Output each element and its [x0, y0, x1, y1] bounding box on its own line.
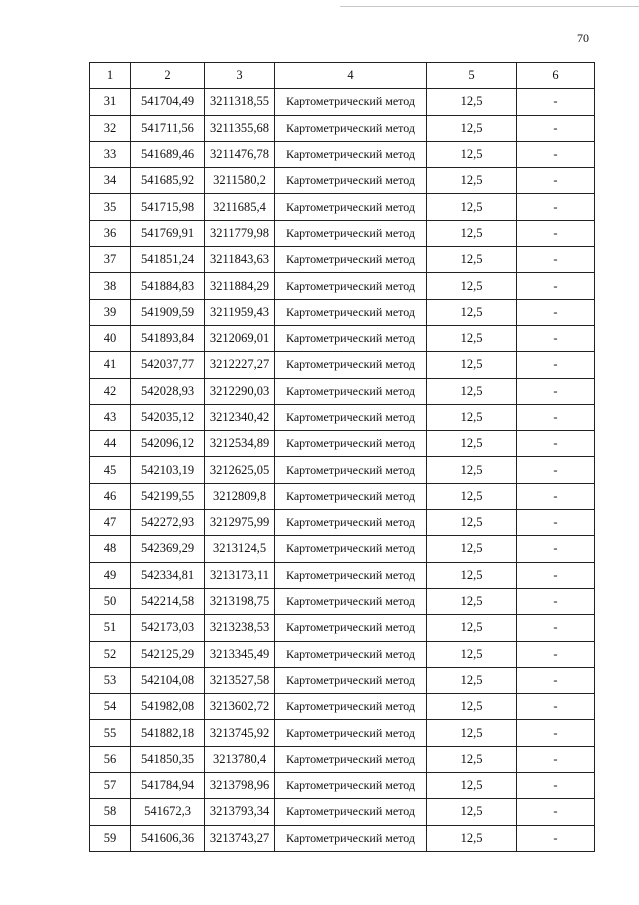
accuracy-cell: 12,5 [427, 641, 517, 667]
note-cell: - [517, 483, 595, 509]
point-number-cell: 39 [90, 299, 131, 325]
note-cell: - [517, 720, 595, 746]
point-number-cell: 33 [90, 141, 131, 167]
accuracy-cell: 12,5 [427, 141, 517, 167]
accuracy-cell: 12,5 [427, 536, 517, 562]
y-coordinate-cell: 3213780,4 [205, 746, 275, 772]
y-coordinate-cell: 3213238,53 [205, 615, 275, 641]
x-coordinate-cell: 542125,29 [131, 641, 205, 667]
table-row [90, 404, 595, 430]
table-body [90, 89, 595, 852]
x-coordinate-cell: 542272,93 [131, 510, 205, 536]
point-number-cell: 55 [90, 720, 131, 746]
method-cell: Картометрический метод [275, 220, 427, 246]
y-coordinate-cell: 3211685,4 [205, 194, 275, 220]
accuracy-cell: 12,5 [427, 720, 517, 746]
point-number-cell: 56 [90, 746, 131, 772]
x-coordinate-cell: 541689,46 [131, 141, 205, 167]
table-row [90, 825, 595, 851]
note-cell: - [517, 746, 595, 772]
method-cell: Картометрический метод [275, 536, 427, 562]
table-row [90, 273, 595, 299]
point-number-cell: 50 [90, 588, 131, 614]
table-row [90, 141, 595, 167]
accuracy-cell: 12,5 [427, 667, 517, 693]
point-number-cell: 32 [90, 115, 131, 141]
method-cell: Картометрический метод [275, 325, 427, 351]
y-coordinate-cell: 3211318,55 [205, 89, 275, 115]
table-row [90, 667, 595, 693]
table-row [90, 510, 595, 536]
y-coordinate-cell: 3213173,11 [205, 562, 275, 588]
y-coordinate-cell: 3212625,05 [205, 457, 275, 483]
method-cell: Картометрический метод [275, 588, 427, 614]
method-cell: Картометрический метод [275, 615, 427, 641]
point-number-cell: 37 [90, 247, 131, 273]
note-cell: - [517, 194, 595, 220]
table-row [90, 378, 595, 404]
y-coordinate-cell: 3211476,78 [205, 141, 275, 167]
x-coordinate-cell: 541909,59 [131, 299, 205, 325]
table-row [90, 220, 595, 246]
x-coordinate-cell: 542334,81 [131, 562, 205, 588]
note-cell: - [517, 220, 595, 246]
method-cell: Картометрический метод [275, 825, 427, 851]
table-row [90, 773, 595, 799]
x-coordinate-cell: 541685,92 [131, 168, 205, 194]
method-cell: Картометрический метод [275, 273, 427, 299]
x-coordinate-cell: 541851,24 [131, 247, 205, 273]
x-coordinate-cell: 542035,12 [131, 404, 205, 430]
accuracy-cell: 12,5 [427, 194, 517, 220]
note-cell: - [517, 299, 595, 325]
table-header-row [90, 63, 595, 89]
accuracy-cell: 12,5 [427, 89, 517, 115]
method-cell: Картометрический метод [275, 457, 427, 483]
y-coordinate-cell: 3213198,75 [205, 588, 275, 614]
accuracy-cell: 12,5 [427, 746, 517, 772]
table-row [90, 536, 595, 562]
y-coordinate-cell: 3213745,92 [205, 720, 275, 746]
note-cell: - [517, 510, 595, 536]
y-coordinate-cell: 3213527,58 [205, 667, 275, 693]
y-coordinate-cell: 3213793,34 [205, 799, 275, 825]
table-row [90, 325, 595, 351]
point-number-cell: 52 [90, 641, 131, 667]
y-coordinate-cell: 3211884,29 [205, 273, 275, 299]
point-number-cell: 58 [90, 799, 131, 825]
column-header: 1 [90, 63, 131, 89]
method-cell: Картометрический метод [275, 404, 427, 430]
note-cell: - [517, 536, 595, 562]
note-cell: - [517, 168, 595, 194]
table-row [90, 562, 595, 588]
x-coordinate-cell: 542096,12 [131, 431, 205, 457]
table-row [90, 299, 595, 325]
table-row [90, 89, 595, 115]
column-header: 4 [275, 63, 427, 89]
x-coordinate-cell: 541982,08 [131, 694, 205, 720]
note-cell: - [517, 247, 595, 273]
method-cell: Картометрический метод [275, 168, 427, 194]
point-number-cell: 44 [90, 431, 131, 457]
top-divider [340, 6, 639, 7]
point-number-cell: 34 [90, 168, 131, 194]
accuracy-cell: 12,5 [427, 247, 517, 273]
x-coordinate-cell: 541850,35 [131, 746, 205, 772]
y-coordinate-cell: 3212809,8 [205, 483, 275, 509]
note-cell: - [517, 431, 595, 457]
x-coordinate-cell: 541606,36 [131, 825, 205, 851]
method-cell: Картометрический метод [275, 141, 427, 167]
point-number-cell: 41 [90, 352, 131, 378]
note-cell: - [517, 773, 595, 799]
accuracy-cell: 12,5 [427, 588, 517, 614]
accuracy-cell: 12,5 [427, 773, 517, 799]
accuracy-cell: 12,5 [427, 168, 517, 194]
accuracy-cell: 12,5 [427, 378, 517, 404]
accuracy-cell: 12,5 [427, 220, 517, 246]
x-coordinate-cell: 541893,84 [131, 325, 205, 351]
y-coordinate-cell: 3212340,42 [205, 404, 275, 430]
accuracy-cell: 12,5 [427, 562, 517, 588]
point-number-cell: 46 [90, 483, 131, 509]
point-number-cell: 48 [90, 536, 131, 562]
x-coordinate-cell: 541784,94 [131, 773, 205, 799]
method-cell: Картометрический метод [275, 773, 427, 799]
accuracy-cell: 12,5 [427, 457, 517, 483]
point-number-cell: 36 [90, 220, 131, 246]
y-coordinate-cell: 3212069,01 [205, 325, 275, 351]
method-cell: Картометрический метод [275, 194, 427, 220]
table-row [90, 720, 595, 746]
point-number-cell: 31 [90, 89, 131, 115]
point-number-cell: 53 [90, 667, 131, 693]
x-coordinate-cell: 541884,83 [131, 273, 205, 299]
point-number-cell: 42 [90, 378, 131, 404]
note-cell: - [517, 667, 595, 693]
method-cell: Картометрический метод [275, 299, 427, 325]
note-cell: - [517, 89, 595, 115]
accuracy-cell: 12,5 [427, 431, 517, 457]
x-coordinate-cell: 542037,77 [131, 352, 205, 378]
page-number: 70 [577, 31, 589, 45]
accuracy-cell: 12,5 [427, 325, 517, 351]
method-cell: Картометрический метод [275, 799, 427, 825]
column-header: 2 [131, 63, 205, 89]
y-coordinate-cell: 3212227,27 [205, 352, 275, 378]
method-cell: Картометрический метод [275, 694, 427, 720]
point-number-cell: 43 [90, 404, 131, 430]
method-cell: Картометрический метод [275, 667, 427, 693]
table-row [90, 115, 595, 141]
y-coordinate-cell: 3212290,03 [205, 378, 275, 404]
note-cell: - [517, 141, 595, 167]
x-coordinate-cell: 541672,3 [131, 799, 205, 825]
x-coordinate-cell: 542104,08 [131, 667, 205, 693]
accuracy-cell: 12,5 [427, 825, 517, 851]
note-cell: - [517, 352, 595, 378]
note-cell: - [517, 378, 595, 404]
y-coordinate-cell: 3211580,2 [205, 168, 275, 194]
method-cell: Картометрический метод [275, 247, 427, 273]
table-row [90, 194, 595, 220]
x-coordinate-cell: 541711,56 [131, 115, 205, 141]
method-cell: Картометрический метод [275, 89, 427, 115]
column-header: 3 [205, 63, 275, 89]
x-coordinate-cell: 542103,19 [131, 457, 205, 483]
y-coordinate-cell: 3212534,89 [205, 431, 275, 457]
accuracy-cell: 12,5 [427, 299, 517, 325]
point-number-cell: 45 [90, 457, 131, 483]
x-coordinate-cell: 542369,29 [131, 536, 205, 562]
x-coordinate-cell: 542028,93 [131, 378, 205, 404]
table-row [90, 483, 595, 509]
accuracy-cell: 12,5 [427, 615, 517, 641]
table-row [90, 694, 595, 720]
coordinates-table [89, 62, 595, 852]
table-row [90, 457, 595, 483]
note-cell: - [517, 457, 595, 483]
method-cell: Картометрический метод [275, 431, 427, 457]
table-row [90, 168, 595, 194]
note-cell: - [517, 641, 595, 667]
note-cell: - [517, 325, 595, 351]
accuracy-cell: 12,5 [427, 694, 517, 720]
note-cell: - [517, 825, 595, 851]
table-row [90, 588, 595, 614]
y-coordinate-cell: 3213798,96 [205, 773, 275, 799]
method-cell: Картометрический метод [275, 746, 427, 772]
point-number-cell: 59 [90, 825, 131, 851]
table-row [90, 799, 595, 825]
accuracy-cell: 12,5 [427, 273, 517, 299]
y-coordinate-cell: 3213345,49 [205, 641, 275, 667]
note-cell: - [517, 115, 595, 141]
method-cell: Картометрический метод [275, 720, 427, 746]
accuracy-cell: 12,5 [427, 799, 517, 825]
table-row [90, 352, 595, 378]
method-cell: Картометрический метод [275, 378, 427, 404]
accuracy-cell: 12,5 [427, 352, 517, 378]
x-coordinate-cell: 542199,55 [131, 483, 205, 509]
point-number-cell: 35 [90, 194, 131, 220]
accuracy-cell: 12,5 [427, 483, 517, 509]
y-coordinate-cell: 3211959,43 [205, 299, 275, 325]
point-number-cell: 38 [90, 273, 131, 299]
note-cell: - [517, 799, 595, 825]
y-coordinate-cell: 3213124,5 [205, 536, 275, 562]
note-cell: - [517, 615, 595, 641]
column-header: 6 [517, 63, 595, 89]
note-cell: - [517, 562, 595, 588]
note-cell: - [517, 588, 595, 614]
note-cell: - [517, 694, 595, 720]
accuracy-cell: 12,5 [427, 510, 517, 536]
point-number-cell: 40 [90, 325, 131, 351]
method-cell: Картометрический метод [275, 115, 427, 141]
column-header: 5 [427, 63, 517, 89]
x-coordinate-cell: 542173,03 [131, 615, 205, 641]
accuracy-cell: 12,5 [427, 404, 517, 430]
point-number-cell: 51 [90, 615, 131, 641]
y-coordinate-cell: 3213743,27 [205, 825, 275, 851]
x-coordinate-cell: 541769,91 [131, 220, 205, 246]
y-coordinate-cell: 3211779,98 [205, 220, 275, 246]
table-row [90, 615, 595, 641]
method-cell: Картометрический метод [275, 483, 427, 509]
table-row [90, 641, 595, 667]
point-number-cell: 57 [90, 773, 131, 799]
accuracy-cell: 12,5 [427, 115, 517, 141]
x-coordinate-cell: 541715,98 [131, 194, 205, 220]
x-coordinate-cell: 542214,58 [131, 588, 205, 614]
x-coordinate-cell: 541882,18 [131, 720, 205, 746]
point-number-cell: 47 [90, 510, 131, 536]
y-coordinate-cell: 3213602,72 [205, 694, 275, 720]
point-number-cell: 49 [90, 562, 131, 588]
method-cell: Картометрический метод [275, 562, 427, 588]
table-row [90, 247, 595, 273]
y-coordinate-cell: 3212975,99 [205, 510, 275, 536]
note-cell: - [517, 404, 595, 430]
y-coordinate-cell: 3211355,68 [205, 115, 275, 141]
point-number-cell: 54 [90, 694, 131, 720]
method-cell: Картометрический метод [275, 352, 427, 378]
method-cell: Картометрический метод [275, 641, 427, 667]
note-cell: - [517, 273, 595, 299]
x-coordinate-cell: 541704,49 [131, 89, 205, 115]
method-cell: Картометрический метод [275, 510, 427, 536]
table-row [90, 431, 595, 457]
table-row [90, 746, 595, 772]
y-coordinate-cell: 3211843,63 [205, 247, 275, 273]
